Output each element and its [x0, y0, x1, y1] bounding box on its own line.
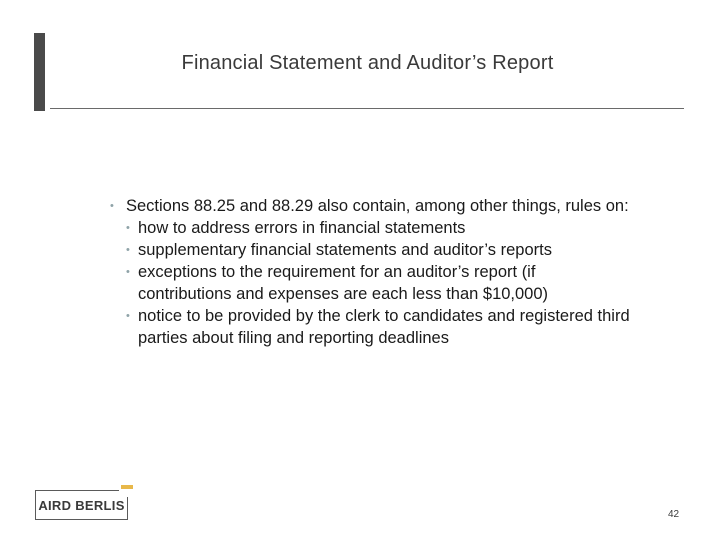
aird-berlis-logo: [35, 490, 128, 520]
bullet-dot-icon: •: [126, 244, 130, 256]
title-accent-bar: [34, 33, 45, 111]
sub-bullet-item: [126, 239, 630, 261]
sub-bullet-item: [126, 305, 630, 349]
bullet-dot-icon: •: [126, 310, 130, 322]
main-bullet-text: Sections 88.25 and 88.29 also contain, among other things, rules on:: [126, 197, 629, 215]
bullet-dot-icon: •: [110, 200, 114, 212]
sub-bullet-text: notice to be provided by the clerk to candidates and registered third parties about filing and reporting deadlines: [138, 307, 630, 347]
sub-bullet-item: [126, 261, 630, 305]
logo-notch: [119, 489, 129, 497]
logo-text: AIRD BERLIS: [38, 497, 125, 513]
sub-bullet-text: exceptions to the requirement for an auditor’s report (if contributions and expenses are each less than $10,000): [138, 263, 549, 303]
title-divider: [50, 108, 684, 109]
slide-title: Financial Statement and Auditor’s Report: [181, 52, 554, 74]
main-bullet: [110, 195, 630, 217]
sub-bullet-text: how to address errors in financial statements: [138, 219, 466, 237]
sub-bullet-text: supplementary financial statements and auditor’s reports: [138, 241, 552, 259]
sub-bullet-list: [126, 217, 630, 349]
bullet-dot-icon: •: [126, 266, 130, 278]
logo-accent-mark: [121, 485, 133, 489]
slide-content: [110, 195, 630, 349]
sub-bullet-item: [126, 217, 630, 239]
page-number: 42: [668, 509, 680, 520]
bullet-dot-icon: •: [126, 222, 130, 234]
